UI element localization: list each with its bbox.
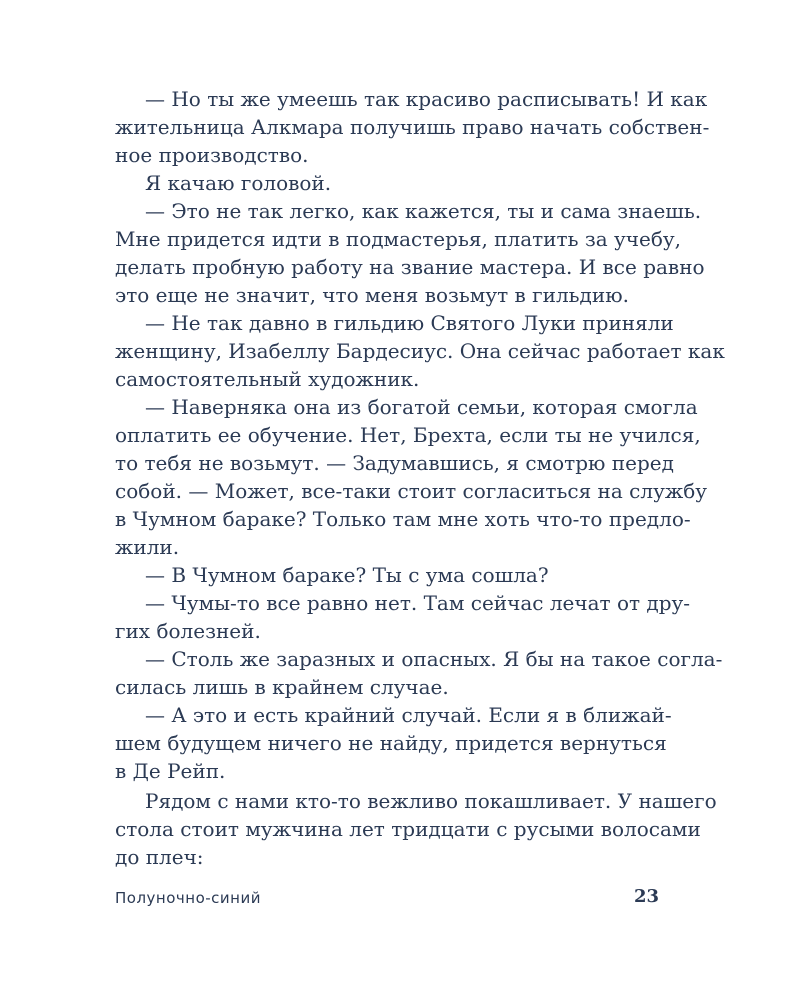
text-line: — Наверняка она из богатой семьи, которая смогла [145, 395, 698, 419]
text-line: шем будущем ничего не найду, придется вернуться [115, 731, 667, 755]
text-line: силась лишь в крайнем случае. [115, 675, 449, 699]
text-line: — Это не так легко, как кажется, ты и сама знаешь. [145, 199, 702, 223]
page-number: 23 [633, 886, 659, 907]
text-line: Мне придется идти в подмастерья, платить за учебу, [115, 227, 682, 251]
paragraph [115, 701, 672, 785]
text-line: — Чумы-то все равно нет. Там сейчас лечат от дру- [145, 591, 691, 615]
paragraph [115, 309, 725, 393]
text-line: делать пробную работу на звание мастера. И все равно [115, 255, 705, 279]
paragraph [115, 561, 660, 589]
text-line: Я качаю головой. [145, 171, 332, 195]
running-footer-title: Полуночно-синий [115, 889, 261, 907]
text-line: жили. [115, 535, 180, 559]
paragraph [115, 197, 705, 309]
text-line: — А это и есть крайний случай. Если я в ближай- [145, 703, 672, 727]
text-line: оплатить ее обучение. Нет, Брехта, если ты не учился, [115, 423, 701, 447]
text-line: — В Чумном бараке? Ты с ума сошла? [145, 563, 549, 587]
text-line: в Де Рейп. [115, 759, 226, 783]
paragraph [115, 787, 717, 871]
paragraph [115, 645, 723, 701]
text-line: — Но ты же умеешь так красиво расписывать! И как [145, 87, 708, 111]
text-line: — Не так давно в гильдию Святого Луки приняли [145, 311, 674, 335]
paragraph [115, 169, 660, 197]
text-line: ное производство. [115, 143, 309, 167]
paragraph [115, 393, 708, 561]
text-line: гих болезней. [115, 619, 261, 643]
paragraph [115, 589, 691, 645]
text-line: стола стоит мужчина лет тридцати с русыми волосами [115, 817, 701, 841]
text-line: собой. — Может, все-таки стоит согласиться на службу [115, 479, 708, 503]
text-line: — Столь же заразных и опасных. Я бы на такое согла- [145, 647, 723, 671]
text-line: самостоятельный художник. [115, 367, 420, 391]
text-line: то тебя не возьмут. — Задумавшись, я смотрю перед [115, 451, 674, 475]
body-text [115, 85, 725, 871]
text-line: женщину, Изабеллу Бардесиус. Она сейчас работает как [115, 339, 725, 363]
text-line: в Чумном бараке? Только там мне хоть что-то предло- [115, 507, 691, 531]
text-line: жительница Алкмара получишь право начать собствен- [115, 115, 710, 139]
text-line: это еще не значит, что меня возьмут в гильдию. [115, 283, 629, 307]
text-line: Рядом с нами кто-то вежливо покашливает. У нашего [145, 789, 717, 813]
paragraph [115, 85, 710, 169]
text-line: до плеч: [115, 845, 204, 869]
